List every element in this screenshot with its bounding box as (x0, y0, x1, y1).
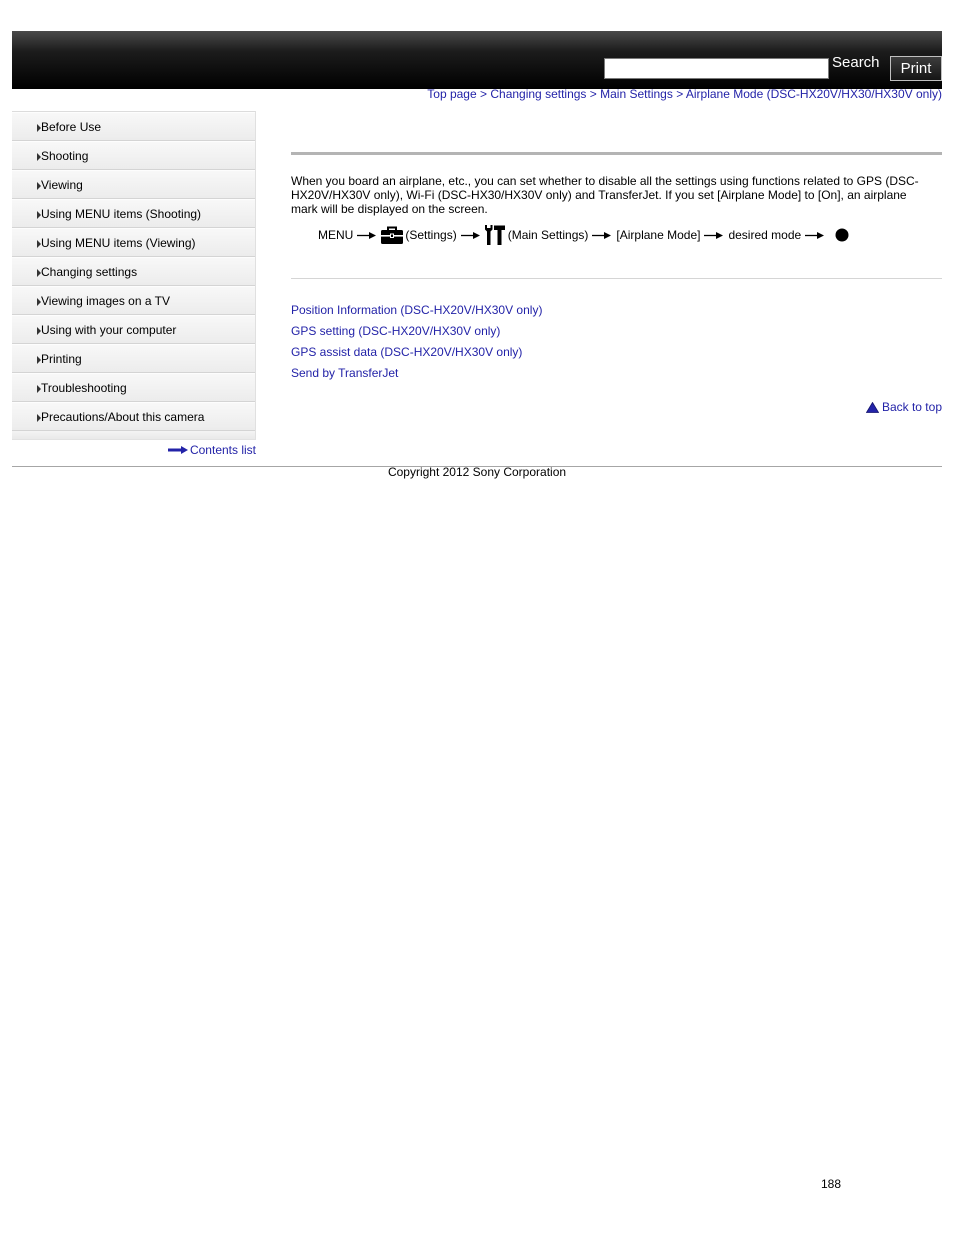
sidebar-item-label: Before Use (41, 119, 102, 134)
arrow-right-icon (704, 231, 723, 240)
sidebar-item-label: Using MENU items (Shooting) (41, 206, 202, 221)
sidebar-item-label: Using MENU items (Viewing) (41, 235, 196, 250)
triangle-up-icon (866, 402, 879, 413)
breadcrumb-link-top-page[interactable]: Top page (427, 87, 477, 101)
triangle-right-icon (37, 124, 41, 132)
page-number: 188 (821, 1177, 842, 1191)
sidebar-item-label: Changing settings (41, 264, 138, 279)
back-to-top-link[interactable] (866, 400, 942, 414)
triangle-right-icon (37, 153, 41, 161)
triangle-right-icon (37, 182, 41, 190)
search-button[interactable]: Search (832, 54, 880, 71)
triangle-right-icon (37, 356, 41, 364)
breadcrumb-separator: > (676, 87, 684, 101)
arrow-right-icon (805, 231, 824, 240)
arrow-right-icon (168, 446, 188, 454)
sidebar-item-changing-settings[interactable] (12, 257, 255, 286)
sidebar-item-viewing-on-tv[interactable] (12, 286, 255, 315)
description-text: When you board an airplane, etc., you can set whether to disable all the settings using functions related to GPS (DSC-HX20V/HX30V only), Wi-Fi (DSC-HX30/HX30V only) and TransferJet. If you set [Airplane Mode] to [On], an airplane mark will be displayed on the screen. (291, 174, 919, 216)
sidebar-item-precautions[interactable] (12, 402, 255, 431)
search-input[interactable] (604, 58, 829, 79)
breadcrumb-separator: > (589, 87, 597, 101)
toolbox-icon (381, 226, 403, 244)
breadcrumb-link-changing-settings[interactable]: Changing settings (490, 87, 587, 101)
step-airplane-mode: [Airplane Mode] (616, 228, 701, 242)
contents-list-link[interactable] (168, 443, 256, 457)
sidebar-item-before-use[interactable] (12, 112, 255, 141)
center-button-icon (835, 228, 849, 242)
copyright-text: Copyright 2012 Sony Corporation (387, 465, 567, 479)
triangle-right-icon (37, 269, 41, 277)
sidebar-footer (12, 431, 255, 440)
step-menu: MENU (318, 228, 354, 242)
step-settings: (Settings) (405, 228, 457, 242)
step-main-settings: (Main Settings) (507, 228, 589, 242)
arrow-right-icon (592, 231, 611, 240)
related-links-list (291, 300, 542, 384)
sidebar-item-menu-viewing[interactable] (12, 228, 255, 257)
wrench-screwdriver-icon (484, 225, 505, 245)
arrow-right-icon (461, 231, 480, 240)
section-divider (291, 152, 942, 155)
contents-list-label: Contents list (189, 443, 256, 457)
sidebar-item-label: Printing (41, 351, 82, 366)
related-link-position-information[interactable]: Position Information (DSC-HX20V/HX30V only) (291, 303, 543, 317)
breadcrumb (427, 87, 942, 101)
sidebar-nav (12, 111, 256, 440)
sidebar-item-viewing[interactable] (12, 170, 255, 199)
related-link-gps-setting[interactable]: GPS setting (DSC-HX20V/HX30V only) (291, 324, 501, 338)
sidebar-item-computer[interactable] (12, 315, 255, 344)
sidebar-item-shooting[interactable] (12, 141, 255, 170)
sidebar-item-label: Troubleshooting (41, 380, 127, 395)
triangle-right-icon (37, 414, 41, 422)
sidebar-item-label: Using with your computer (41, 322, 177, 337)
print-button[interactable]: Print (890, 56, 942, 81)
triangle-right-icon (37, 211, 41, 219)
arrow-right-icon (357, 231, 376, 240)
step-desired-mode: desired mode (728, 228, 802, 242)
breadcrumb-separator: > (480, 87, 488, 101)
related-link-gps-assist-data[interactable]: GPS assist data (DSC-HX20V/HX30V only) (291, 345, 523, 359)
triangle-right-icon (37, 385, 41, 393)
procedure-steps (318, 225, 849, 245)
back-to-top-label: Back to top (881, 400, 942, 414)
sidebar-item-label: Shooting (41, 148, 89, 163)
sidebar-item-menu-shooting[interactable] (12, 199, 255, 228)
triangle-right-icon (37, 298, 41, 306)
triangle-right-icon (37, 327, 41, 335)
sidebar-item-label: Precautions/About this camera (41, 409, 205, 424)
sidebar-item-troubleshooting[interactable] (12, 373, 255, 402)
sidebar-item-label: Viewing images on a TV (41, 293, 170, 308)
related-divider (291, 278, 942, 279)
breadcrumb-link-current-page[interactable]: Airplane Mode (DSC-HX20V/HX30/HX30V only) (685, 87, 942, 101)
sidebar-item-printing[interactable] (12, 344, 255, 373)
breadcrumb-link-main-settings[interactable]: Main Settings (600, 87, 673, 101)
related-link-send-by-transferjet[interactable]: Send by TransferJet (291, 366, 399, 380)
triangle-right-icon (37, 240, 41, 248)
sidebar-item-label: Viewing (41, 177, 83, 192)
